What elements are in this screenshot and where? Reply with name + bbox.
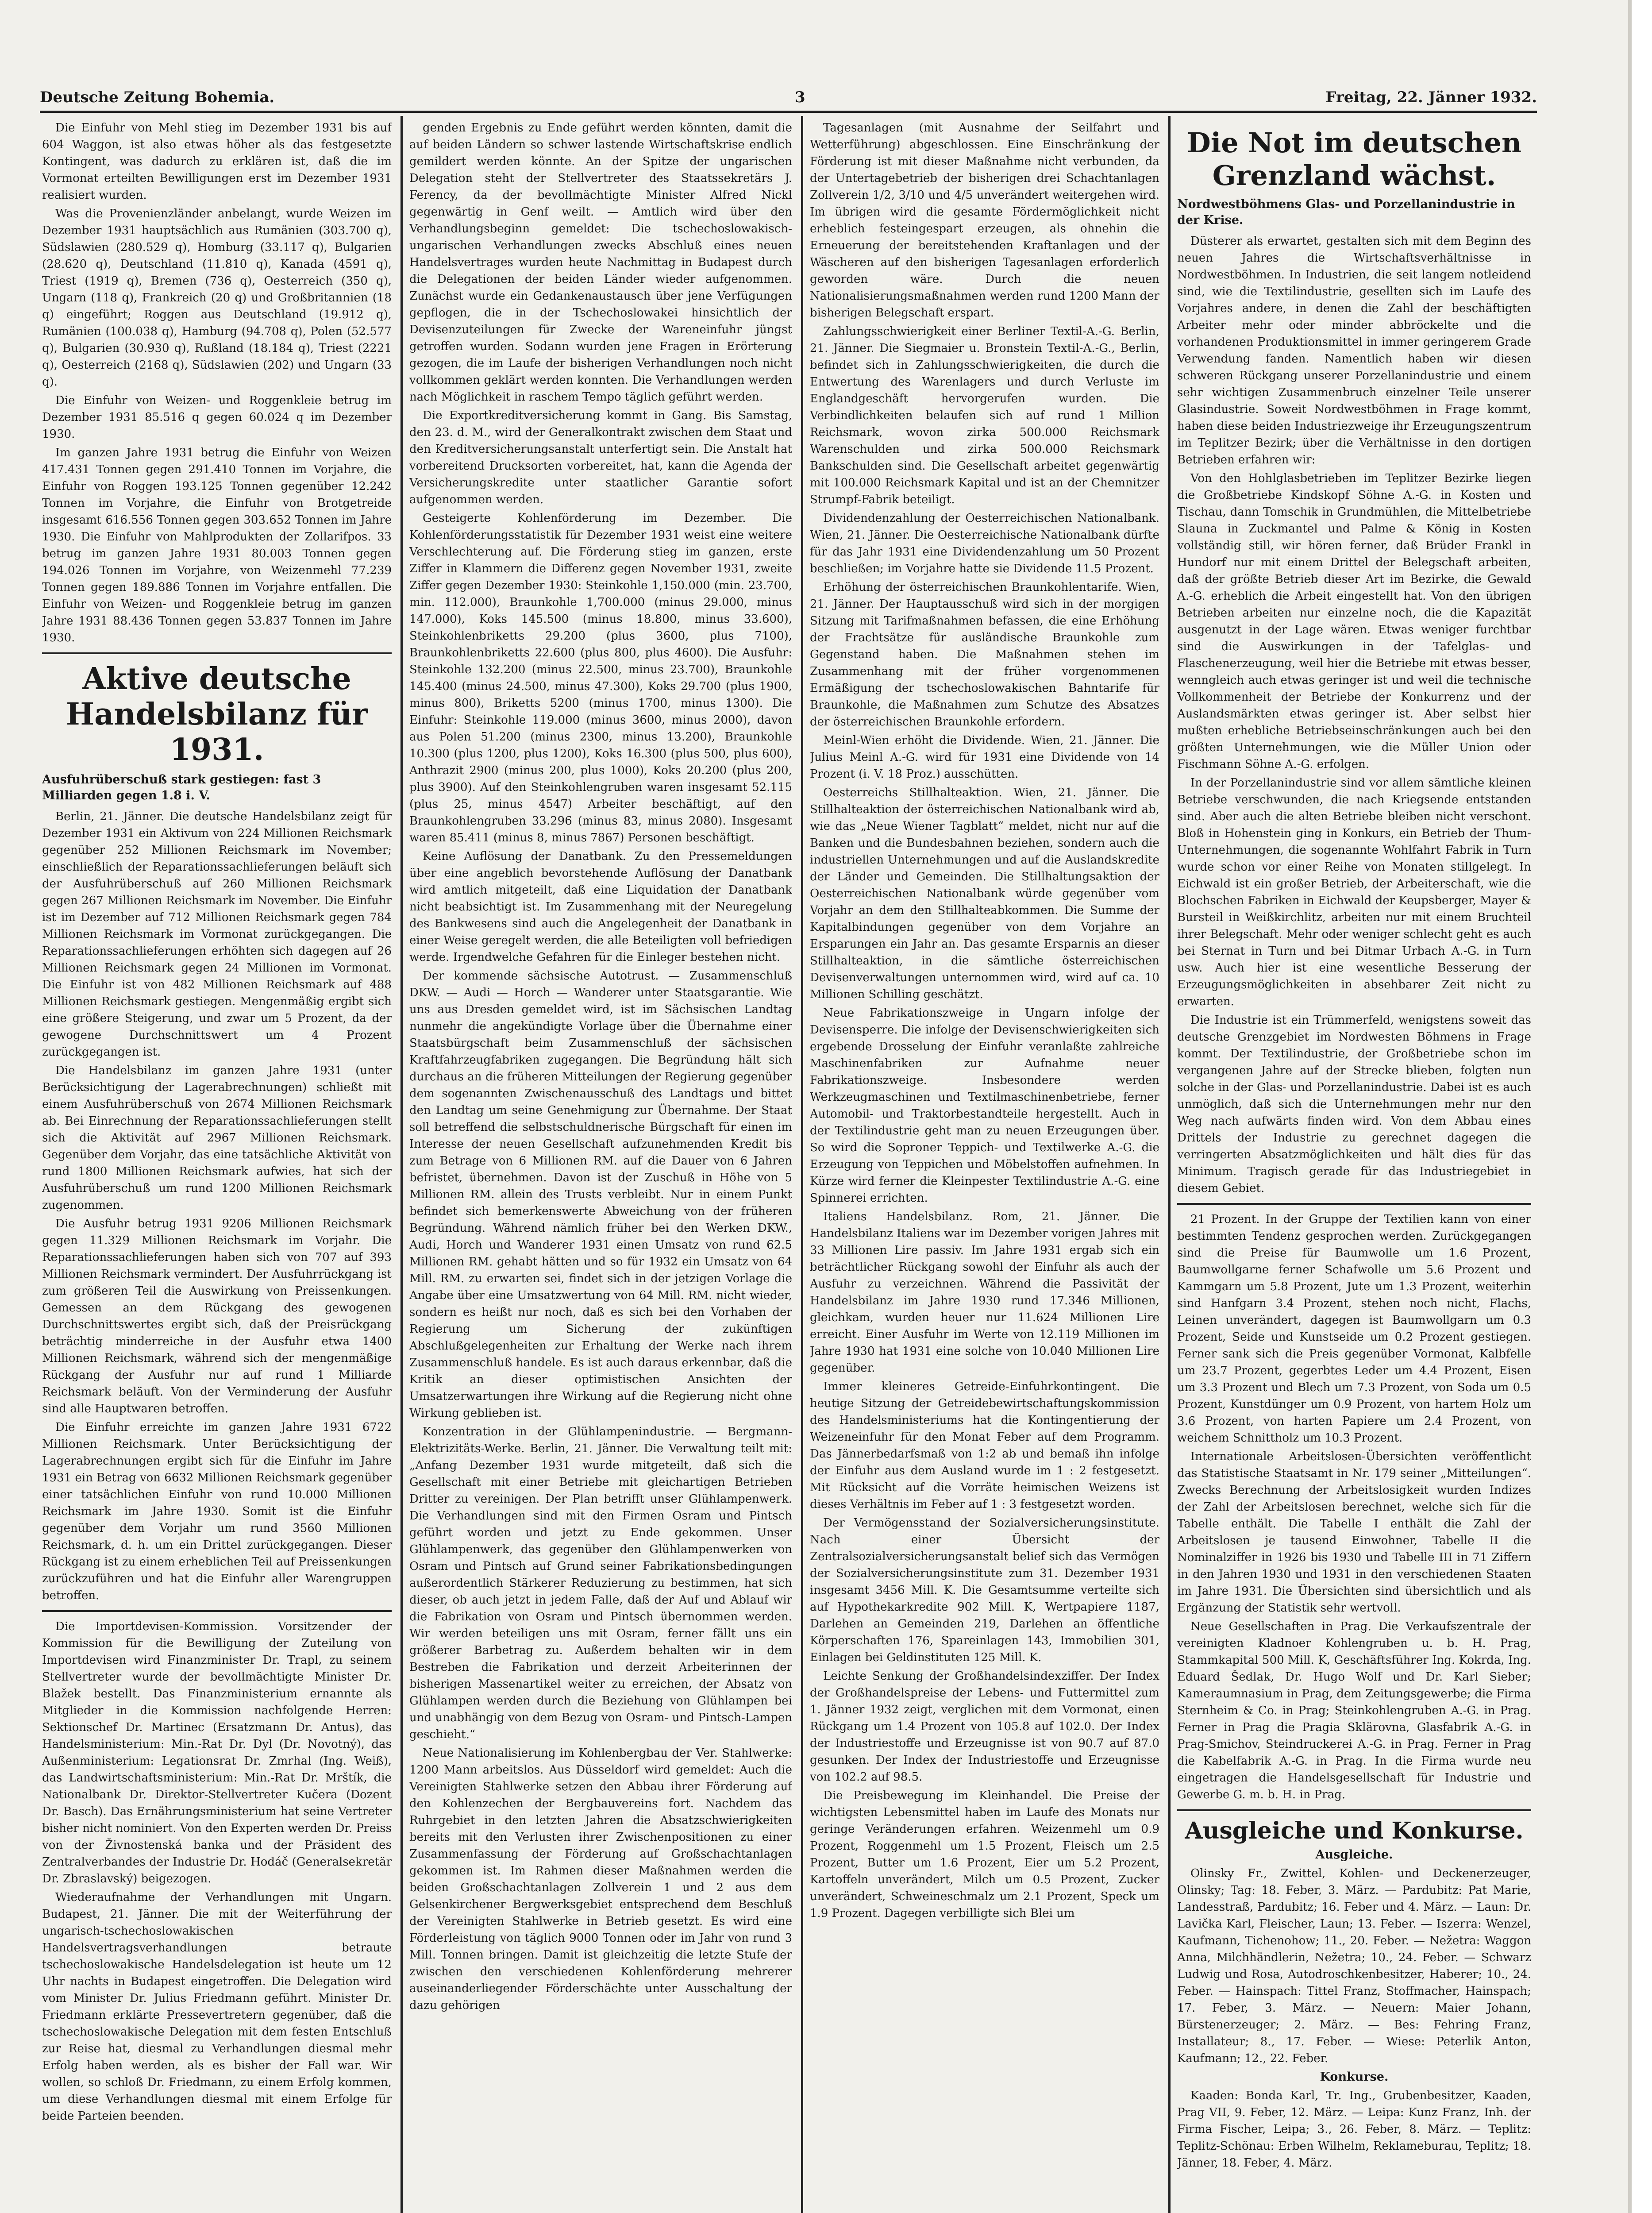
article-paragraph: Italiens Handelsbilanz. Rom, 21. Jänner. Die Handelsbilanz Italiens war im Dezember vorigen Jahres mit 33 Millionen Lire passiv. Im Jahre 1931 ergab sich ein beträchtlicher Rückgang sowohl der Einfuhr als auch der Ausfuhr zu verzeichnen. Während die Passivität der Handelsbilanz im Jahre 1930 rund 17.346 Millionen, gleichkam, wurden heuer nur 11.624 Millionen Lire erreicht. Einer Ausfuhr im Werte von 12.119 Millionen im Jahre 1930 hat 1931 eine solche von 10.040 Millionen Lire gegenüber. xyxy=(810,1210,1159,1375)
notice-list: Kaaden: Bonda Karl, Tr. Ing., Grubenbesitzer, Kaaden, Prag VII, 9. Feber, 12. März. — Leipa: Kunz Franz, Inh. der Firma Fischer, Leipa; 3., 26. Feber, 8. März. — Teplitz: Teplitz-Schönau: Erben Wilhelm, Reklameburau, Teplitz; 18. Jänner, 18. Feber, 4. März. xyxy=(1177,2089,1531,2170)
scan-edge xyxy=(1628,0,1632,2213)
column-rule xyxy=(1168,116,1171,2213)
divider xyxy=(1177,1203,1531,1205)
article-subheadline: Nordwestböhmens Glas- und Porzellanindustrie in der Krise. xyxy=(1177,197,1515,227)
article-paragraph: Die Preisbewegung im Kleinhandel. Die Preise der wichtigsten Lebensmittel haben im Laufe des Monats nur geringe Veränderungen erfahren. Weizenmehl um 0.9 Prozent, Roggenmehl um 1.5 Prozent, Fleisch um 2.5 Prozent, Butter um 1.6 Prozent, Eier um 5.2 Prozent, Kartoffeln unverändert, Milch um 0.5 Prozent, Zucker unverändert, Schweineschmalz um 2.1 Prozent, Speck um 1.9 Prozent. Dagegen verbilligte sich Blei um xyxy=(810,1789,1159,1920)
article-paragraph: Dividendenzahlung der Oesterreichischen Nationalbank. Wien, 21. Jänner. Die Oesterreichische Nationalbank dürfte für das Jahr 1931 eine Dividendenzahlung um 50 Prozent beschließen; im Vorjahre hatte sie Dividende 11.5 Prozent. xyxy=(810,512,1159,575)
article-paragraph: Der kommende sächsische Autotrust. — Zusammenschluß DKW. — Audi — Horch — Wanderer unter Staatsgarantie. Wie uns aus Dresden gemeldet wird, ist im Sächsischen Landtag nunmehr die angekündigte Vorlage über die Übernahme einer Staatsbürgschaft beim Zusammenschluß der sächsischen Kraftfahrzeugfabriken zugegangen. Die Begründung hält sich durchaus an die früheren Mitteilungen der Regierung gegenüber dem sogenannten Zwischenausschuß des Landtags und bittet den Landtag um seine Genehmigung zur Übernahme. Der Staat soll betreffend die selbstschuldnerische Bürgschaft für einen im Interesse der neuen Gesellschaft aufzunehmenden Kredit bis zum Betrage von 6 Millionen RM. auf die Dauer von 6 Jahren befristet, übernehmen. Davon ist der Zuschuß in Höhe von 5 Millionen RM. allein des Trusts verbleibt. Nur in einem Punkt befindet sich bemerkenswerte Abweichung von der früheren Begründung. Während nämlich früher bei den Werken DKW., Audi, Horch und Wanderer 1931 einen Umsatz von rund 62.5 Millionen RM. gehabt hätten und so für 1932 ein Umsatz von 64 Mill. RM. zu erwarten sei, findet sich in der jetzigen Vorlage die Angabe über eine Umsatzwertung von 64 Mill. RM. nicht wieder, sondern es heißt nur noch, daß es sich bei den Vorhaben der Regierung um Sicherung der zukünftigen Abschlußgelegenheiten zur Erhaltung der Werke nach ihrem Zusammenschluß handele. Es ist auch daraus erkennbar, daß die Kritik an dieser optimistischen Ansichten der Umsatzerwartungen ihre Wirkung auf die Regierung nicht ohne Wirkung geblieben ist. xyxy=(409,969,792,1420)
article-paragraph: Konzentration in der Glühlampenindustrie. — Bergmann-Elektrizitäts-Werke. Berlin, 21. Jänner. Die Verwaltung teilt mit: „Anfang Dezember 1931 wurde mitgeteilt, daß sich die Gesellschaft mit einer Betriebe mit gleichartigen Betrieben Dritter zu vereinigen. Der Plan betrifft unser Glühlampenwerk. Die Verhandlungen sind mit den Firmen Osram und Pintsch geführt worden und jetzt zu Ende gekommen. Unser Glühlampenwerk, das gegenüber den Glühlampenwerken von Osram und Pintsch auf Grund seiner Fabrikationsbedingungen außerordentlich Stärkerer Reduzierung zu bestimmen, hat sich dieser, ob auch jetzt in jedem Falle, daß der Auf und Ablauf wir die Fabrikation von Osram und Pintsch übernommen werden. Wir werden beteiligen uns mit Osram, ferner fällt uns ein größerer Barbetrag zu. Außerdem behalten wir in dem Bestreben die Fabrikation und derzeit Arbeiterinnen der bisherigen Massenartikel weiter zu erreichen, der Absatz von Glühlampen werden durch die Beziehung von Glühlampen bei und unabhängig von dem Bezug von Osram- und Pintsch-Lampen geschieht.“ xyxy=(409,1425,792,1741)
article-paragraph: Oesterreichs Stillhalteaktion. Wien, 21. Jänner. Die Stillhalteaktion der österreichischen Nationalbank wird ab, wie das „Neue Wiener Tagblatt“ meldet, nicht nur auf die Banken und die Bundesbahnen beziehen, sondern auch die industriellen Unternehmungen und auf die Auslandskredite der Länder und Gemeinden. Die Stillhaltungsaktion der Oesterreichischen Nationalbank würde gegenüber vom Vorjahr an dem den Stillhalteabkommen. Die Summe der Kapitalbindungen gegenüber von dem Vorjahre an Ersparungen ein Jahr an. Das gesamte Ersparnis an dieser Stillhalteaktion, in die sämtliche österreichischen Devisenverwaltungen unternommen wird, wird auf ca. 10 Millionen Schilling geschätzt. xyxy=(810,786,1159,1001)
article-paragraph: Neue Nationalisierung im Kohlenbergbau der Ver. Stahlwerke: 1200 Mann arbeitslos. Aus Düsseldorf wird gemeldet: Auch die Vereinigten Stahlwerke setzen den Abbau ihrer Förderung auf den Kohlenzechen der Bergbauvereins fort. Nachdem das Ruhrgebiet in den letzten Jahren die Absatzschwierigkeiten bereits mit den Verlusten ihrer Zwischenpositionen zu einer Zusammenfassung der Förderung auf Großschachtanlagen gekommen ist. Im Rahmen dieser Maßnahmen werden die beiden Großschachtanlagen Zollverein 1 und 2 aus dem Gelsenkirchener Bergwerksgebiet entsprechend dem Beschluß der Vereinigten Stahlwerke in Betrieb gesetzt. Es wird eine Förderleistung von täglich 9000 Tonnen oder im Jahr von rund 3 Mill. Tonnen bringen. Damit ist gleichzeitig die letzte Stufe der zwischen den verschiedenen Kohlenförderung mehrerer auseinanderliegender Förderschächte unter Ausschaltung der dazu gehörigen xyxy=(409,1746,792,2012)
article-paragraph: genden Ergebnis zu Ende geführt werden könnten, damit die auf beiden Ländern so schwer lastende Wirtschaftskrise endlich gemildert werden könnte. An der Spitze der ungarischen Delegation steht der Stellvertreter des Staatssekretärs J. Ferency, da der bevollmächtigte Minister Alfred Nickl gegenwärtig in Genf weilt. — Amtlich wird über den Verhandlungsbeginn gemeldet: Die tschechoslowakisch-ungarischen Verhandlungen zwecks Abschluß eines neuen Handelsvertrages wurden heute Nachmittag in Budapest durch die Delegationen der beiden Länder wieder aufgenommen. Zunächst wurde ein Gedankenaustausch über jene Verfügungen gepflogen, die in der Tschechoslowakei hinsichtlich der Devisenzuteilungen für Zwecke der Wareneinfuhr jüngst getroffen wurden. Sodann wurden jene Fragen in Erörterung gezogen, die im Laufe der bisherigen Verhandlungen noch nicht vollkommen geklärt werden konnten. Die Verhandlungen werden nach Möglichkeit in raschem Tempo täglich geführt werden. xyxy=(409,121,792,404)
column-rule xyxy=(801,116,803,2213)
article-paragraph: Im ganzen Jahre 1931 betrug die Einfuhr von Weizen 417.431 Tonnen gegen 291.410 Tonnen im Vorjahre, die Einfuhr von Roggen 193.125 Tonnen gegenüber 12.242 Tonnen im Vorjahre, die Einfuhr von Brotgetreide insgesamt 616.556 Tonnen gegen 303.652 Tonnen im Jahre 1930. Die Einfuhr von Mahlprodukten der Zollarifpos. 33 betrug im ganzen Jahre 1931 80.003 Tonnen gegen 194.026 Tonnen im Vorjahre, von Weizenmehl 77.239 Tonnen gegen 189.886 Tonnen im Vorjahre entfallen. Die Einfuhr von Weizen- und Roggenkleie betrug im ganzen Jahre 1931 88.436 Tonnen gegen 53.837 Tonnen im Jahre 1930. xyxy=(42,446,392,644)
section-subtitle: Konkurse. xyxy=(1320,2070,1389,2084)
article-paragraph: Internationale Arbeitslosen-Übersichten veröffentlicht das Statistische Staatsamt in Nr. 179 seiner „Mitteilungen“. Zwecks Berechnung der Arbeitslosigkeit wurden Indizes der Zahl der Arbeitslosen berechnet, welche sich für die Tabelle enthält. Die Tabelle I enthält die Zahl der Arbeitslosen je tausend Einwohner, Tabelle II die Nominalziffer in 1926 bis 1930 und Tabelle III in 71 Ziffern in den Jahren 1930 und 1931 in den verschiedenen Staaten im Jahre 1931. Die Übersichten sind übersichtlich und als Ergänzung der Statistik sehr wertvoll. xyxy=(1177,1450,1531,1615)
article-paragraph: Was die Provenienzländer anbelangt, wurde Weizen im Dezember 1931 hauptsächlich aus Rumänien (303.700 q), Südslawien (280.529 q), Homburg (33.117 q), Bulgarien (28.620 q), Deutschland (11.810 q), Kanada (4591 q), Triest (1919 q), Bremen (736 q), Oesterreich (350 q), Ungarn (118 q), Frankreich (20 q) und Großbritannien (18 q) eingeführt; Roggen aus Deutschland (19.912 q), Rumänien (100.038 q), Hamburg (94.708 q), Polen (52.577 q), Bulgarien (30.930 q), Rußland (18.184 q), Triest (2221 q), Oesterreich (2168 q), Südslawien (202) und Ungarn (33 q). xyxy=(42,207,392,389)
article-paragraph: Die Industrie ist ein Trümmerfeld, wenigstens soweit das deutsche Grenzgebiet im Nordwesten Böhmens in Frage kommt. Der Textilindustrie, der Großbetriebe schon im vergangenen Jahre auf der Strecke blieben, folgten nun solche in der Glas- und Porzellanindustrie. Dabei ist es auch unmöglich, daß sich die Unternehmungen mehr nur den Weg nach aufwärts finden wird. Von dem Abbau eines Drittels der Industrie zu gerechnet dagegen die verringerten Absatzmöglichkeiten und hält dies für das Minimum. Tragisch gerade für das Industriegebiet in diesem Gebiet. xyxy=(1177,1014,1531,1195)
divider xyxy=(1177,1809,1531,1811)
article-headline: Die Not im deutschen Grenzland wächst. xyxy=(1186,127,1522,192)
article-paragraph: Von den Hohlglasbetrieben im Teplitzer Bezirke liegen die Großbetriebe Kindskopf Söhne A.-G. in Kosten und Tischau, dann Tomschik in Grundmühlen, die Mittelbetriebe Slauna in Zuckmantel und Palme & König in Kosten vollständig still, wir hören ferner, daß Brüder Frankl in Hundorf nur mit einem Drittel der Belegschaft arbeiten, daß der größte Betrieb dieser Art im Bezirke, die Gewald A.-G. erheblich die Arbeit eingestellt hat. Von den übrigen Betrieben arbeiten nur einzelne noch, die die Kapazität ausgenutzt in der Lage wären. Etwas weniger furchtbar sind die Auswirkungen in der Tafelglas- und Flaschenerzeugung, weil hier die Betriebe mit etwas besser, wenngleich auch etwas geringer ist und weil die technische Vollkommenheit der Betriebe der Konkurrenz und der Auslandsmärkten etwas geringer ist. Aber selbst hier mußten erhebliche Betriebseinschränkungen auch bei den größten Unternehmungen, wie die Müller Union oder Fischmann Söhne A.-G. erfolgen. xyxy=(1177,472,1531,771)
article-paragraph: Immer kleineres Getreide-Einfuhrkontingent. Die heutige Sitzung der Getreidebewirtschaftungskommission des Handelsministeriums hat die Kontingentierung der Weizeneinfuhr für den Monat Feber auf dem Programm. Das Jännerbedarfsmaß von 1:2 ab und bemaß ihn infolge der Einfuhr aus dem Ausland wurde im 1 : 2 festgesetzt. Mit Rücksicht auf die Vorräte heimischen Weizens ist dieses Verhältnis im Feber auf 1 : 3 festgesetzt worden. xyxy=(810,1380,1159,1511)
article-paragraph: Die Handelsbilanz im ganzen Jahre 1931 (unter Berücksichtigung der Lagerabrechnungen) schließt mit einem Ausfuhrüberschuß von 2674 Millionen Reichsmark ab. Bei Einrechnung der Reparationssachlieferungen stellt sich die Aktivität auf 2967 Millionen Reichsmark. Gegenüber dem Vorjahr, das eine tatsächliche Aktivität von rund 1800 Millionen Reichsmark aufwies, hat sich der Ausfuhrüberschuß um rund 1200 Millionen Reichsmark zugenommen. xyxy=(42,1064,392,1212)
article-paragraph: Die Einfuhr erreichte im ganzen Jahre 1931 6722 Millionen Reichsmark. Unter Berücksichtigung der Lagerabrechnungen ergibt sich für die Einfuhr im Jahre 1931 ein Betrag von 6632 Millionen Reichsmark gegenüber einer tatsächlichen Einfuhr von rund 10.000 Millionen Reichsmark im Jahre 1930. Somit ist die Einfuhr gegenüber dem Vorjahr um rund 3560 Millionen Reichsmark, d. h. um ein Drittel zurückgegangen. Dieser Rückgang ist zu einem erheblichen Teil auf Preissenkungen zurückzuführen und hat die Einfuhr aller Warengruppen betroffen. xyxy=(42,1421,392,1602)
article-subheadline: Ausfuhrüberschuß stark gestiegen: fast 3 Milliarden gegen 1.8 i. V. xyxy=(42,773,321,802)
article-paragraph: Neue Gesellschaften in Prag. Die Verkaufszentrale der vereinigten Kladnoer Kohlengruben u. b. H. Prag, Stammkapital 500 Mill. K, Geschäftsführer Ing. Kokrda, Ing. Eduard Šedlak, Dr. Hugo Wolf und Dr. Karl Sieber; Kameraumnasium in Prag, dem Zeitungsgewerbe; die Firma Sternheim & Co. in Prag; Steinkohlengruben A.-G. in Prag. Ferner in Prag die Pragia Sklärovna, Glasfabrik A.-G. in Prag-Smichov, Steindruckerei A.-G. in Prag. Ferner in Prag die Kabelfabrik A.-G. in Prag. In die Firma wurde neu eingetragen die Handelsgesellschaft für Industrie und Gewerbe G. m. b. H. in Prag. xyxy=(1177,1620,1531,1801)
column-4 xyxy=(1177,120,1531,2213)
article-paragraph: Zahlungsschwierigkeit einer Berliner Textil-A.-G. Berlin, 21. Jänner. Die Siegmaier u. Bronstein Textil-A.-G., Berlin, befindet sich in Zahlungsschwierigkeiten, die durch die Entwertung des Warenlagers und durch Verluste im Englandgeschäft hervorgerufen wurden. Die Verbindlichkeiten belaufen sich auf rund 1 Million Reichsmark, wovon zirka 500.000 Reichsmark Warenschulden und zirka 500.000 Reichsmark Bankschulden sind. Die Gesellschaft arbeitet gegenwärtig mit 100.000 Reichsmark Kapital und ist an der Chemnitzer Strumpf-Fabrik beteiligt. xyxy=(810,325,1159,506)
article-paragraph: In der Porzellanindustrie sind vor allem sämtliche kleinen Betriebe verschwunden, die nach Kriegsende entstanden sind. Aber auch die alten Betriebe bleiben nicht verschont. Bloß in Hohenstein ging in Konkurs, ein Betrieb der Thum-Unternehmungen, die sogenannte Wohlfahrt Fabrik in Turn wurde schon vor einer Reihe von Monaten stillgelegt. In Eichwald ist ein großer Betrieb, der Arbeiterschaft, wie die Blochschen Fabriken in Eichwald der Keupsberger, Mayer & Bursteil in Weißkirchlitz, arbeiten nur mit einem Bruchteil ihrer Belegschaft. Mehr oder weniger schlecht geht es auch bei Sternat in Turn und bei Ditmar Urbach A.-G. in Turn usw. Auch hier ist eine wesentliche Besserung der Erzeugungsmöglichkeiten in absehbarer Zeit nicht zu erwarten. xyxy=(1177,776,1531,1008)
section-subtitle: Ausgleiche. xyxy=(1315,1848,1393,1862)
section-title: Ausgleiche und Konkurse. xyxy=(1185,1817,1524,1844)
divider xyxy=(42,1610,392,1612)
article-paragraph: Berlin, 21. Jänner. Die deutsche Handelsbilanz zeigt für Dezember 1931 ein Aktivum von 224 Millionen Reichsmark gegenüber 252 Millionen Reichsmark im November; einschließlich der Reparationssachlieferungen beläuft sich der Ausfuhrüberschuß auf 260 Millionen Reichsmark gegen 267 Millionen Reichsmark im November. Die Einfuhr ist im Dezember auf 712 Millionen Reichsmark gegen 784 Millionen Reichsmark im Vormonat zurückgegangen. Die Reparationssachlieferungen erhöhten sich dagegen auf 26 Millionen Reichsmark gegen 24 Millionen im Vormonat. Die Einfuhr ist von 482 Millionen Reichsmark auf 488 Millionen Reichsmark gestiegen. Mengenmäßig ergibt sich eine größere Steigerung, und zwar um 5 Prozent, da der gewogene Durchschnittswert um 4 Prozent zurückgegangen ist. xyxy=(42,810,392,1059)
page-number: 3 xyxy=(794,89,805,106)
paper-name: Deutsche Zeitung Bohemia. xyxy=(40,89,275,106)
article-paragraph: Erhöhung der österreichischen Braunkohlentarife. Wien, 21. Jänner. Der Hauptausschuß wird sich in der morgigen Sitzung mit Tarifmaßnahmen befassen, die eine Erhöhung der Frachtsätze für ausländische Braunkohle zum Gegenstand haben. Die Maßnahmen stehen im Zusammenhang mit der früher vorgenommenen Ermäßigung der tschechoslowakischen Bahntarife für Braunkohle, die Maßnahmen zum Schutze des Absatzes der österreichischen Braunkohle erfordern. xyxy=(810,581,1159,729)
article-paragraph: Keine Auflösung der Danatbank. Zu den Pressemeldungen über eine angeblich bevorstehende Auflösung der Danatbank wird amtlich mitgeteilt, daß eine Liquidation der Danatbank nicht beabsichtigt ist. Im Zusammenhang mit der Neuregelung des Bankwesens sind auch die Angelegenheit der Danatbank in einer Weise geregelt werden, die alle Beteiligten voll befriedigen werde. Irgendwelche Gefahren für die Einleger bestehen nicht. xyxy=(409,850,792,964)
article-paragraph: Leichte Senkung der Großhandelsindexziffer. Der Index der Großhandelspreise der Lebens- und Futtermittel zum 1. Jänner 1932 zeigt, verglichen mit dem Vormonat, einen Rückgang um 1.4 Prozent von 105.8 auf 102.0. Der Index der Industriestoffe und Erzeugnisse ist von 90.7 auf 87.0 gesunken. Der Index der Industriestoffe und Erzeugnisse von 102.2 auf 98.5. xyxy=(810,1669,1159,1784)
divider xyxy=(42,652,392,654)
scan-margin xyxy=(1632,0,1652,2213)
article-paragraph: Die Ausfuhr betrug 1931 9206 Millionen Reichsmark gegen 11.329 Millionen Reichsmark im Vorjahr. Die Reparationssachlieferungen haben sich von 707 auf 393 Millionen Reichsmark vermindert. Der Ausfuhrrückgang ist zum größeren Teil die Auswirkung von Preissenkungen. Gemessen an dem Rückgang des gewogenen Durchschnittswertes ergibt sich, daß der Preisrückgang beträchtig minderreiche in der Ausfuhr etwa 1400 Millionen Reichsmark, während sich der mengenmäßige Rückgang der Ausfuhr nur auf rund 1 Milliarde Reichsmark beläuft. Von der Verminderung der Ausfuhr sind alle Hauptwaren betroffen. xyxy=(42,1217,392,1415)
page-header xyxy=(40,84,1537,113)
article-paragraph: Neue Fabrikationszweige in Ungarn infolge der Devisensperre. Die infolge der Devisenschwierigkeiten sich ergebende Drosselung der Einfuhr veranlaßte zahlreiche Maschinenfabriken zur Aufnahme neuer Fabrikationszweige. Insbesondere werden Werkzeugmaschinen und Textilmaschinenbetriebe, ferner Automobil- und Traktorbestandteile hergestellt. Auch in der Textilindustrie geht man zu neuen Erzeugungen über. So wird die Soproner Teppich- und Textilwerke A.-G. die Erzeugung von Teppichen und Möbelstoffen aufnehmen. In Kürze wird ferner die Kleinpester Textilindustrie A.-G. eine Spinnerei errichten. xyxy=(810,1006,1159,1205)
article-paragraph: Gesteigerte Kohlenförderung im Dezember. Die Kohlenförderungsstatistik für Dezember 1931 weist eine weitere Verschlechterung auf. Die Förderung stieg im ganzen, erste Ziffer in Klammern die Differenz gegen November 1931, zweite Ziffer gegen Dezember 1930: Steinkohle 1,150.000 (min. 23.700, min. 112.000), Braunkohle 1,700.000 (minus 29.000, minus 147.000), Koks 145.500 (minus 18.800, minus 33.600), Steinkohlenbriketts 29.200 (plus 3600, plus 7100), Braunkohlenbriketts 22.600 (plus 800, plus 4600). Die Ausfuhr: Steinkohle 132.200 (minus 22.500, minus 23.700), Braunkohle 145.400 (minus 24.500, minus 47.300), Koks 29.700 (plus 1900, minus 800), Briketts 5200 (minus 1700, minus 1300). Die Einfuhr: Steinkohle 119.000 (minus 3600, minus 2000), davon aus Polen 51.200 (minus 2300, minus 13.200), Braunkohle 10.300 (plus 1200, plus 1200), Koks 16.300 (plus 500, plus 600), Anthrazit 2900 (minus 200, plus 1000), Koks 20.200 (plus 200, plus 3900). Auf den Steinkohlengruben waren insgesamt 52.115 (plus 25, minus 4547) Arbeiter beschäftigt, auf den Braunkohlengruben 33.296 (minus 83, minus 2080). Insgesamt waren 85.411 (minus 8, minus 7867) Personen beschäftigt. xyxy=(409,512,792,844)
article-paragraph: Düsterer als erwartet, gestalten sich mit dem Beginn des neuen Jahres die Wirtschaftsverhältnisse in Nordwestböhmen. In Industrien, die seit langem notleidend sind, wie die Textilindustrie, gesellten sich im Laufe des Vorjahres andere, in denen die Zahl der beschäftigten Arbeiter mehr oder minder abbröckelte und die vorhandenen Produktionsmittel in immer geringerem Grade Verwendung fanden. Namentlich haben wir diesen schweren Rückgang unserer Porzellanindustrie und einem sehr wichtigen Zusammenbruch einzelner Teile unserer Glasindustrie. Soweit Nordwestböhmen in Frage kommt, haben diese beiden Industriezweige ihr Erzeugungszentrum im Teplitzer Bezirk; über die Verhältnisse in den dortigen Betrieben erfahren wir: xyxy=(1177,235,1531,467)
column-2 xyxy=(409,120,792,2213)
article-paragraph: Meinl-Wien erhöht die Dividende. Wien, 21. Jänner. Die Julius Meinl A.-G. wird für 1931 eine Dividende von 14 Prozent (i. V. 18 Proz.) ausschütten. xyxy=(810,734,1159,781)
issue-date: Freitag, 22. Jänner 1932. xyxy=(1325,89,1537,106)
article-paragraph: Der Vermögensstand der Sozialversicherungsinstitute. Nach einer Übersicht der Zentralsozialversicherungsanstalt belief sich das Vermögen der Sozialversicherungsinstitute zum 31. Dezember 1931 insgesamt 3456 Mill. K. Die Gesamtsumme verteilte sich auf Hypothekarkredite 902 Mill. K, Wertpapiere 1187, Darlehen an Gemeinden 219, Darlehen an öffentliche Körperschaften 176, Spareinlagen 143, Immobilien 301, Einlagen bei Geldinstituten 125 Mill. K. xyxy=(810,1516,1159,1664)
article-headline: Aktive deutsche Handelsbilanz für 1931. xyxy=(65,661,368,767)
article-paragraph: 21 Prozent. In der Gruppe der Textilien kann von einer bestimmten Tendenz gesprochen werden. Zurückgegangen sind die Preise für Baumwolle um 1.6 Prozent, Baumwollgarne ferner Schafwolle um 5.6 Prozent und Kammgarn um 5.8 Prozent, Jute um 1.3 Prozent, weiterhin sind Hanfgarn 3.4 Prozent, stehen noch nicht, Flachs, Leinen unverändert, dagegen ist Baumwollgarn um 0.3 Prozent, Seide und Kunstseide um 0.2 Prozent gestiegen. Ferner sank sich die Preis gegenüber Vormonat, Kalbfelle um 23.7 Prozent, gegerbtes Leder um 4.4 Prozent, Eisen um 3.3 Prozent und Blech um 7.3 Prozent, von Soda um 0.5 Prozent, Kunstdünger um 0.9 Prozent, von hartem Holz um 3.6 Prozent, von harten Papiere um 2.4 Prozent, von weichem Schnittholz um 10.3 Prozent. xyxy=(1177,1213,1531,1445)
article-paragraph: Die Exportkreditversicherung kommt in Gang. Bis Samstag, den 23. d. M., wird der Generalkontrakt zwischen dem Staat und den Kreditversicherungsanstalt unterfertigt sein. Die Anstalt hat vorbereitend Drucksorten vorbereitet, hat, kann die Agenda der Versicherungskredite unter staatlicher Garantie sofort aufgenommen werden. xyxy=(409,409,792,506)
column-1 xyxy=(42,120,392,2213)
article-paragraph: Die Einfuhr von Weizen- und Roggenkleie betrug im Dezember 1931 85.516 q gegen 60.024 q im Dezember 1930. xyxy=(42,394,392,441)
article-paragraph: Die Importdevisen-Kommission. Vorsitzender der Kommission für die Bewilligung der Zuteilung von Importdevisen wird Finanzminister Dr. Trapl, zu seinem Stellvertreter wurde der bevollmächtigte Minister Dr. Blažek bestellt. Das Finanzministerium ernannte als Mitglieder in die Kommission nachfolgende Herren: Sektionschef Dr. Martinec (Ersatzmann Dr. Antus), das Handelsministerium: Min.-Rat Dr. Dyl (Dr. Novotný), das Außenministerium: Legationsrat Dr. Zmrhal (Ing. Weiß), das Landwirtschaftsministerium: Min.-Rat Dr. Mrštík, die Nationalbank Dr. Direktor-Stellvertreter Kučera (Dozent Dr. Basch). Das Ernährungsministerium hat seine Vertreter bisher nicht nominiert. Von den Experten werden Dr. Preiss von der Živnostenská banka und der Präsident des Zentralverbandes der Industrie Dr. Hodáč (Generalsekretär Dr. Zbraslavský) beigezogen. xyxy=(42,1620,392,1885)
article-paragraph: Wiederaufnahme der Verhandlungen mit Ungarn. Budapest, 21. Jänner. Die mit der Weiterführung der ungarisch-tschechoslowakischen Handelsvertragsverhandlungen betraute tschechoslowakische Handelsdelegation ist heute um 12 Uhr nachts in Budapest eingetroffen. Die Delegation wird vom Minister Dr. Julius Friedmann geführt. Minister Dr. Friedmann erklärte Pressevertretern gegenüber, daß die tschechoslowakische Delegation mit dem festen Entschluß zur Reise hat, diesmal zu Verhandlungen diesmal mehr Erfolg haben werden, als es bisher der Fall war. Wir wollen, so schloß Dr. Friedmann, zu einem Erfolg kommen, um diese Verhandlungen diesmal mit einem Erfolge für beide Parteien beenden. xyxy=(42,1891,392,2123)
notice-list: Olinsky Fr., Zwittel, Kohlen- und Deckenerzeuger, Olinsky; Tag: 18. Feber, 3. März. — Pardubitz: Pat Marie, Landesstraß, Pardubitz; 16. Feber und 4. März. — Laun: Dr. Lavička Karl, Fleischer, Laun; 13. Feber. — Iszerra: Wenzel, Kaufmann, Tichenohow; 11., 20. Feber. — Nežetra: Waggon Anna, Milchhändlerin, Nežetra; 10., 24. Feber. — Schwarz Ludwig und Rosa, Autodroschkenbesitzer, Haberer; 10., 24. Feber. — Hainspach: Tittel Franz, Stoffmacher, Hainspach; 17. Feber, 3. März. — Neuern: Maier Johann, Bürstenerzeuger; 2. März. — Bes: Fehring Franz, Installateur; 8., 17. Feber. — Wiese: Peterlik Anton, Kaufmann; 12., 22. Feber. xyxy=(1177,1867,1531,2065)
column-rule xyxy=(400,116,403,2213)
article-paragraph: Tagesanlagen (mit Ausnahme der Seilfahrt und Wetterführung) abgeschlossen. Eine Einschränkung der Förderung ist mit dieser Maßnahme nicht verbunden, da der Untertagebetrieb der bisherigen drei Schachtanlagen Zollverein 1/2, 3/10 und 4/5 unverändert weitergehen wird. Im übrigen wird die gesamte Fördermöglichkeit nicht erheblich festeingespart erzeugen, als ohnehin die Erneuerung der bereitstehenden Kraftanlagen und der Wäscheren auf den bisherigen Tagesanlagen erforderlich geworden wäre. Durch die neuen Nationalisierungsmaßnahmen werden rund 1200 Mann der bisherigen Belegschaft erspart. xyxy=(810,121,1159,320)
article-paragraph: Die Einfuhr von Mehl stieg im Dezember 1931 bis auf 604 Waggon, ist also etwas höher als das festgesetzte Kontingent, was dadurch zu erklären ist, daß die im Vormonat erteilten Bewilligungen erst im Dezember 1931 realisiert wurden. xyxy=(42,121,392,202)
column-3 xyxy=(810,120,1159,2213)
